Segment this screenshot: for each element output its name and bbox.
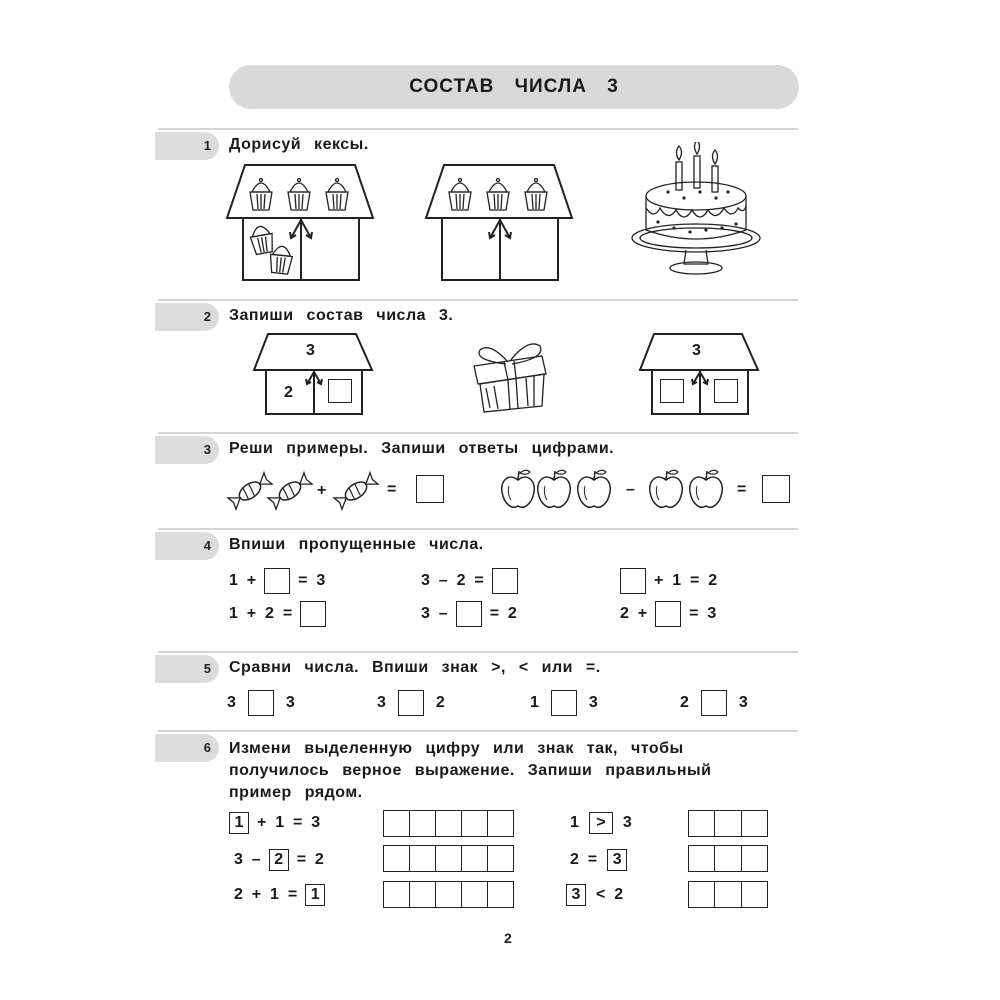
correction-row: [234, 849, 324, 871]
apple-icon: [650, 470, 683, 507]
equation-text: 2 +: [620, 605, 648, 622]
highlighted-digit[interactable]: 3: [607, 849, 627, 871]
sign-box[interactable]: [248, 690, 274, 716]
answer-cells[interactable]: [383, 845, 514, 872]
house-roof-number: 3: [692, 342, 701, 359]
compare-pair: [377, 690, 445, 716]
task-1-instruction: Дорисуй кексы.: [229, 136, 369, 153]
highlighted-digit[interactable]: 1: [305, 884, 325, 906]
task-6-instruction: [229, 738, 712, 804]
equation: [620, 601, 716, 627]
answer-box[interactable]: [762, 475, 790, 503]
task-3-instruction: Реши примеры. Запиши ответы цифрами.: [229, 440, 615, 457]
equation-text: = 2: [296, 851, 324, 868]
compare-number: 2: [680, 694, 689, 711]
sign-box[interactable]: [701, 690, 727, 716]
answer-box[interactable]: [492, 568, 518, 594]
candy-icon: [228, 473, 272, 510]
answer-cells[interactable]: [688, 881, 768, 908]
correction-row: [570, 849, 627, 871]
section-divider: [158, 128, 798, 130]
sign-box[interactable]: [551, 690, 577, 716]
task-number-4: 4: [155, 532, 219, 560]
compare-number: 1: [530, 694, 539, 711]
highlighted-digit[interactable]: 2: [269, 849, 289, 871]
task-number-1: 1: [155, 132, 219, 160]
compare-number: 3: [377, 694, 386, 711]
section-divider: [158, 432, 798, 434]
cupcake-house-1: [225, 160, 375, 285]
equals-sign: =: [387, 481, 397, 498]
page-title: СОСТАВ ЧИСЛА 3: [229, 65, 799, 109]
compare-pair: [680, 690, 748, 716]
apple-group: [498, 468, 734, 510]
apple-icon: [502, 470, 535, 507]
equation-text: = 3: [689, 605, 717, 622]
minus-sign: –: [626, 481, 635, 498]
section-divider: [158, 651, 798, 653]
equation: [229, 601, 326, 627]
number-house-2: [638, 332, 760, 418]
task-number-3: 3: [155, 436, 219, 464]
answer-cells[interactable]: [383, 881, 514, 908]
compare-pair: [227, 690, 295, 716]
equation-text: 1 +: [229, 572, 257, 589]
number-house-1: [252, 332, 374, 418]
correction-row: [229, 812, 320, 834]
apple-icon: [578, 470, 611, 507]
equation-text: = 3: [298, 572, 326, 589]
answer-box[interactable]: [416, 475, 444, 503]
compare-number: 2: [435, 694, 445, 711]
house-left-number: 2: [284, 384, 293, 401]
cupcake-house-2: [424, 160, 574, 285]
candy-group: [224, 466, 384, 516]
equation: [620, 568, 717, 594]
sign-box[interactable]: [398, 690, 424, 716]
equation-text: = 2: [489, 605, 517, 622]
equation-text: 1 + 2 =: [229, 605, 293, 622]
equation-text: 2 + 1 =: [234, 886, 298, 903]
candy-icon: [268, 473, 312, 510]
answer-cells[interactable]: [383, 810, 514, 837]
equation-text: 2 =: [570, 851, 598, 868]
equation: [421, 601, 517, 627]
task-number-2: 2: [155, 303, 219, 331]
plus-sign: +: [317, 482, 327, 499]
compare-pair: [530, 690, 598, 716]
birthday-cake-icon: [628, 142, 766, 287]
apple-icon: [690, 470, 723, 507]
instruction-line: Измени выделенную цифру или знак так, чтобы: [229, 740, 684, 757]
apple-icon: [538, 470, 571, 507]
instruction-line: пример рядом.: [229, 784, 363, 801]
compare-number: 3: [285, 694, 295, 711]
correction-row: [566, 884, 623, 906]
equation: [421, 568, 518, 594]
highlighted-digit[interactable]: 3: [566, 884, 586, 906]
equation-text: 3 –: [421, 605, 448, 622]
section-divider: [158, 528, 798, 530]
answer-box[interactable]: [264, 568, 290, 594]
answer-cells[interactable]: [688, 810, 768, 837]
answer-box[interactable]: [655, 601, 681, 627]
highlighted-sign[interactable]: >: [589, 812, 613, 834]
equation-text: 1: [570, 814, 579, 831]
section-divider: [158, 299, 798, 301]
equation-text: 3: [622, 814, 632, 831]
answer-box[interactable]: [300, 601, 326, 627]
correction-row: [570, 812, 632, 834]
gift-box-icon: [468, 340, 552, 414]
equation: [229, 568, 325, 594]
answer-box[interactable]: [714, 379, 738, 403]
compare-number: 3: [588, 694, 598, 711]
equals-sign: =: [737, 481, 747, 498]
candy-icon: [334, 473, 378, 510]
answer-box[interactable]: [660, 379, 684, 403]
task-2-instruction: Запиши состав числа 3.: [229, 307, 454, 324]
page-number: 2: [504, 930, 512, 946]
task-number-6: 6: [155, 734, 219, 762]
equation-text: 3 – 2 =: [421, 572, 484, 589]
equation-text: + 1 = 2: [654, 572, 718, 589]
equation-text: + 1 = 3: [257, 814, 321, 831]
answer-box[interactable]: [456, 601, 482, 627]
task-4-instruction: Впиши пропущенные числа.: [229, 536, 484, 553]
task-number-5: 5: [155, 655, 219, 683]
instruction-line: получилось верное выражение. Запиши правильный: [229, 762, 712, 779]
correction-row: [234, 884, 325, 906]
compare-number: 3: [227, 694, 236, 711]
answer-box[interactable]: [620, 568, 646, 594]
house-roof-number: 3: [306, 342, 315, 359]
answer-cells[interactable]: [688, 845, 768, 872]
equation-text: < 2: [596, 886, 624, 903]
compare-number: 3: [738, 694, 748, 711]
answer-box[interactable]: [328, 379, 352, 403]
equation-text: 3 –: [234, 851, 261, 868]
highlighted-digit[interactable]: 1: [229, 812, 249, 834]
task-5-instruction: Сравни числа. Впиши знак >, < или =.: [229, 659, 601, 676]
section-divider: [158, 730, 798, 732]
